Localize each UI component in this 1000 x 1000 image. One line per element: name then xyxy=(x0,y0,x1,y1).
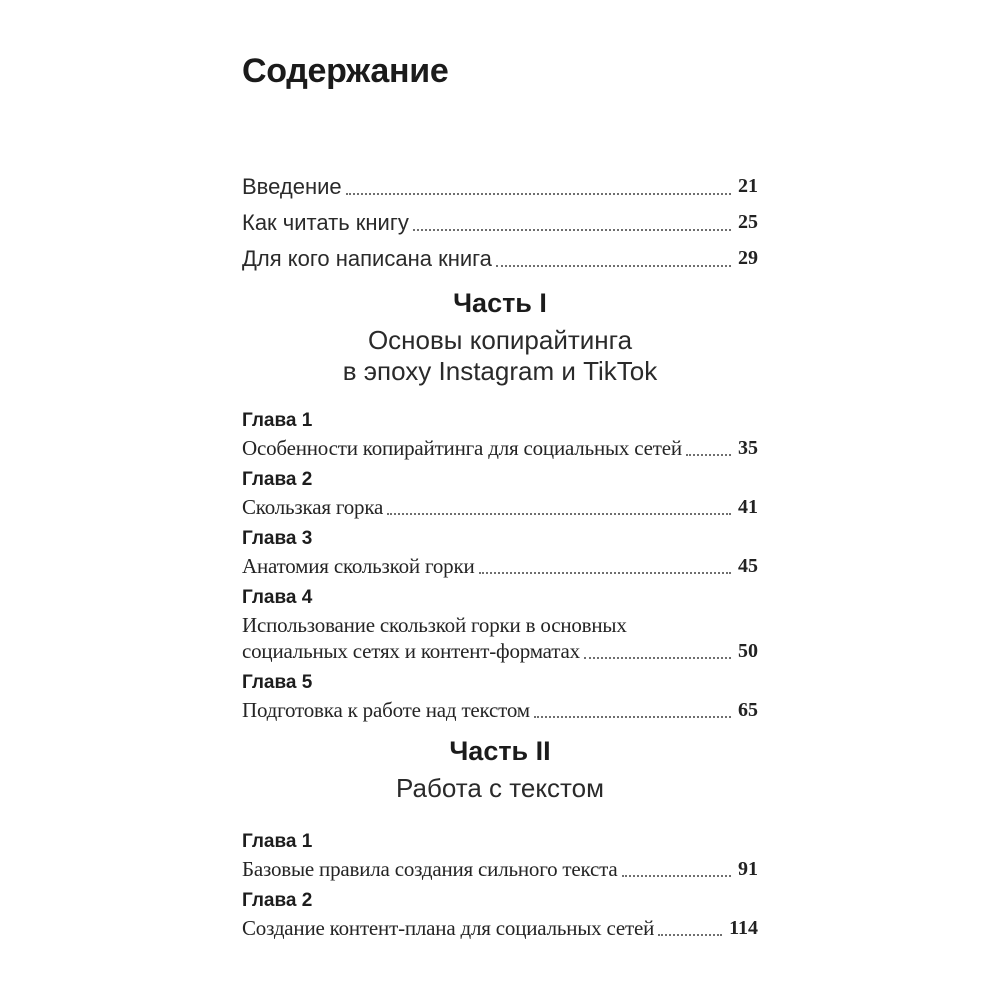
toc-page-number: 114 xyxy=(729,917,758,939)
page-title: Содержание xyxy=(242,52,449,90)
chapter-label: Глава 3 xyxy=(242,528,313,549)
toc-chapter-entry xyxy=(242,527,758,579)
part-subtitle-line: Основы копирайтинга xyxy=(367,325,633,355)
toc-page-number: 21 xyxy=(738,175,758,197)
chapter-list xyxy=(242,830,758,941)
dot-leader xyxy=(686,454,731,456)
chapter-label: Глава 2 xyxy=(242,890,313,911)
part-subtitle xyxy=(242,325,758,387)
toc-entry xyxy=(242,209,758,235)
dot-leader xyxy=(387,513,731,515)
front-matter-list xyxy=(242,173,758,271)
chapter-label: Глава 1 xyxy=(242,831,313,852)
dot-leader xyxy=(622,875,732,877)
toc-entry-title: Введение xyxy=(242,174,342,199)
chapter-title-line-2: социальных сетях и контент-форматах xyxy=(242,639,580,663)
chapter-title: Анатомия скользкой горки xyxy=(242,554,475,578)
part-section-1 xyxy=(242,287,758,723)
chapter-title-line-1: Использование скользкой горки в основных xyxy=(242,613,627,637)
part-subtitle-line: Работа с текстом xyxy=(396,773,604,803)
toc-chapter-entry xyxy=(242,889,758,941)
chapter-title: Скользкая горка xyxy=(242,495,384,519)
toc-page-number: 50 xyxy=(738,640,758,662)
toc-entry-title: Как читать книгу xyxy=(242,210,409,235)
toc-page-number: 25 xyxy=(738,211,758,233)
dot-leader xyxy=(479,572,731,574)
toc-chapter-entry xyxy=(242,409,758,461)
part-section-2 xyxy=(242,735,758,941)
toc-page-number: 29 xyxy=(738,247,758,269)
dot-leader xyxy=(346,193,731,195)
toc-page-number: 65 xyxy=(738,699,758,721)
chapter-label: Глава 5 xyxy=(242,672,313,693)
chapter-label: Глава 2 xyxy=(242,469,313,490)
part-subtitle xyxy=(242,773,758,804)
toc-chapter-entry xyxy=(242,830,758,882)
toc-chapter-entry xyxy=(242,671,758,723)
book-toc-page xyxy=(242,0,758,941)
toc-page-number: 35 xyxy=(738,437,758,459)
toc-entry xyxy=(242,245,758,271)
toc-entry xyxy=(242,173,758,199)
chapter-label: Глава 4 xyxy=(242,587,313,608)
chapter-label: Глава 1 xyxy=(242,410,313,431)
dot-leader xyxy=(496,265,731,267)
dot-leader xyxy=(658,934,722,936)
dot-leader xyxy=(584,657,731,659)
toc-chapter-entry xyxy=(242,468,758,520)
dot-leader xyxy=(534,716,731,718)
dot-leader xyxy=(413,229,731,231)
part-subtitle-line: в эпоху Instagram и TikTok xyxy=(342,356,658,386)
chapter-title: Особенности копирайтинга для социальных сетей xyxy=(242,436,682,460)
toc-entry-title: Для кого написана книга xyxy=(242,246,492,271)
chapter-list xyxy=(242,409,758,723)
toc-chapter-entry xyxy=(242,586,758,664)
part-heading: Часть I xyxy=(453,288,547,318)
toc-page-number: 41 xyxy=(738,496,758,518)
chapter-title: Подготовка к работе над текстом xyxy=(242,698,530,722)
toc-page-number: 91 xyxy=(738,858,758,880)
toc-page-number: 45 xyxy=(738,555,758,577)
chapter-title: Создание контент-плана для социальных сетей xyxy=(242,916,655,940)
part-heading: Часть II xyxy=(449,736,551,766)
chapter-title: Базовые правила создания сильного текста xyxy=(242,857,618,881)
